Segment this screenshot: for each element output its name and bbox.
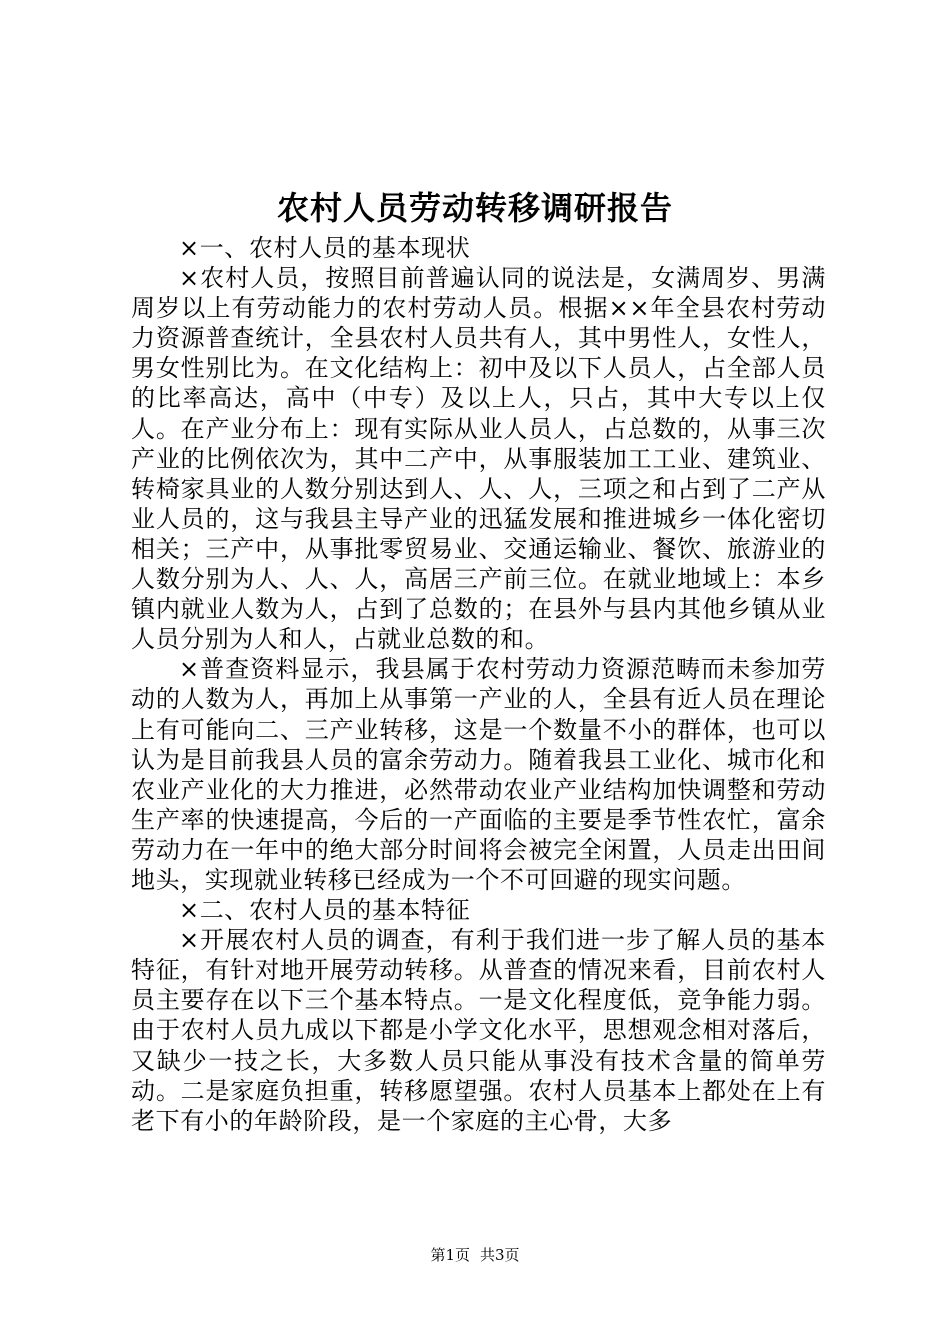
- page-footer: [0, 1245, 950, 1265]
- paragraph-3: ×开展农村人员的调查，有利于我们进一步了解人员的基本特征，有针对地开展劳动转移。从普查的情况来看，目前农村人员主要存在以下三个基本特点。一是文化程度低，竞争能力弱。由于农村人员九成以下都是小学文化水平，思想观念相对落后，又缺少一技之长，大多数人员只能从事没有技术含量的简单劳动。二是家庭负担重，转移愿望强。农村人员基本上都处在上有老下有小的年龄阶段，是一个家庭的主心骨，大多: [131, 926, 826, 1135]
- document-body: [131, 233, 826, 1136]
- paragraph-2: ×普查资料显示，我县属于农村劳动力资源范畴而未参加劳动的人数为人，再加上从事第一产业的人，全县有近人员在理论上有可能向二、三产业转移，这是一个数量不小的群体，也可以认为是目前我县人员的富余劳动力。随着我县工业化、城市化和农业产业化的大力推进，必然带动农业产业结构加快调整和劳动生产率的快速提高，今后的一产面临的主要是季节性农忙，富余劳动力在一年中的绝大部分时间将会被完全闲置，人员走出田间地头，实现就业转移已经成为一个不可回避的现实问题。: [131, 655, 826, 894]
- paragraph-1: ×农村人员，按照目前普遍认同的说法是，女满周岁、男满周岁以上有劳动能力的农村劳动人员。根据××年全县农村劳动力资源普查统计，全县农村人员共有人，其中男性人，女性人，男女性别比为。在文化结构上：初中及以下人员人，占全部人员的比率高达，高中（中专）及以上人，只占，其中大专以上仅人。在产业分布上：现有实际从业人员人，占总数的，从事三次产业的比例依次为，其中二产中，从事服装加工工业、建筑业、转椅家具业的人数分别达到人、人、人，三项之和占到了二产从业人员的，这与我县主导产业的迅猛发展和推进城乡一体化密切相关；三产中，从事批零贸易业、交通运输业、餐饮、旅游业的人数分别为人、人、人，高居三产前三位。在就业地域上：本乡镇内就业人数为人，占到了总数的；在县外与县内其他乡镇从业人员分别为人和人，占就业总数的和。: [131, 264, 826, 654]
- document-title: 农村人员劳动转移调研报告: [276, 189, 673, 227]
- page-total: 共3页: [480, 1246, 520, 1264]
- section-heading-2: ×二、农村人员的基本特征: [179, 896, 471, 925]
- page-number: 第1页: [430, 1246, 470, 1264]
- section-heading-1: ×一、农村人员的基本现状: [179, 234, 471, 262]
